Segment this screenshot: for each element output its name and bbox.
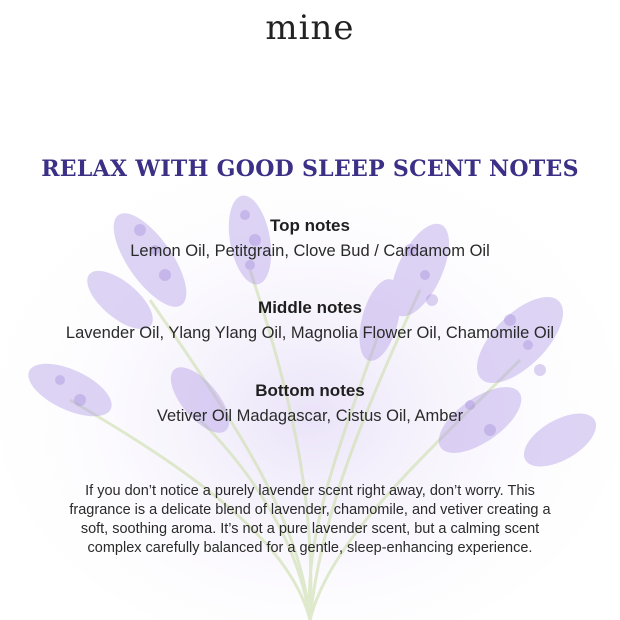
middle-notes-title: Middle notes — [258, 298, 362, 317]
scent-description: If you don’t notice a purely lavender scent right away, don’t worry. This fragrance is a delicate blend of lavender, chamomile, and vetiver creating a soft, soothing aroma. It’s not a pure lavender scent, but a calming scent complex carefully balanced for a gentle, sleep-enhancing experience. — [69, 483, 551, 556]
top-notes-ingredients: Lemon Oil, Petitgrain, Clove Bud / Cardamom Oil — [130, 242, 490, 260]
bottom-notes-title: Bottom notes — [255, 381, 365, 400]
brand-logo: mine — [265, 8, 355, 48]
top-notes-title: Top notes — [270, 216, 350, 235]
bottom-notes-ingredients: Vetiver Oil Madagascar, Cistus Oil, Amber — [156, 407, 464, 425]
page-headline: RELAX WITH GOOD SLEEP SCENT NOTES — [41, 156, 579, 182]
middle-notes-ingredients: Lavender Oil, Ylang Ylang Oil, Magnolia Flower Oil, Chamomile Oil — [65, 324, 555, 342]
